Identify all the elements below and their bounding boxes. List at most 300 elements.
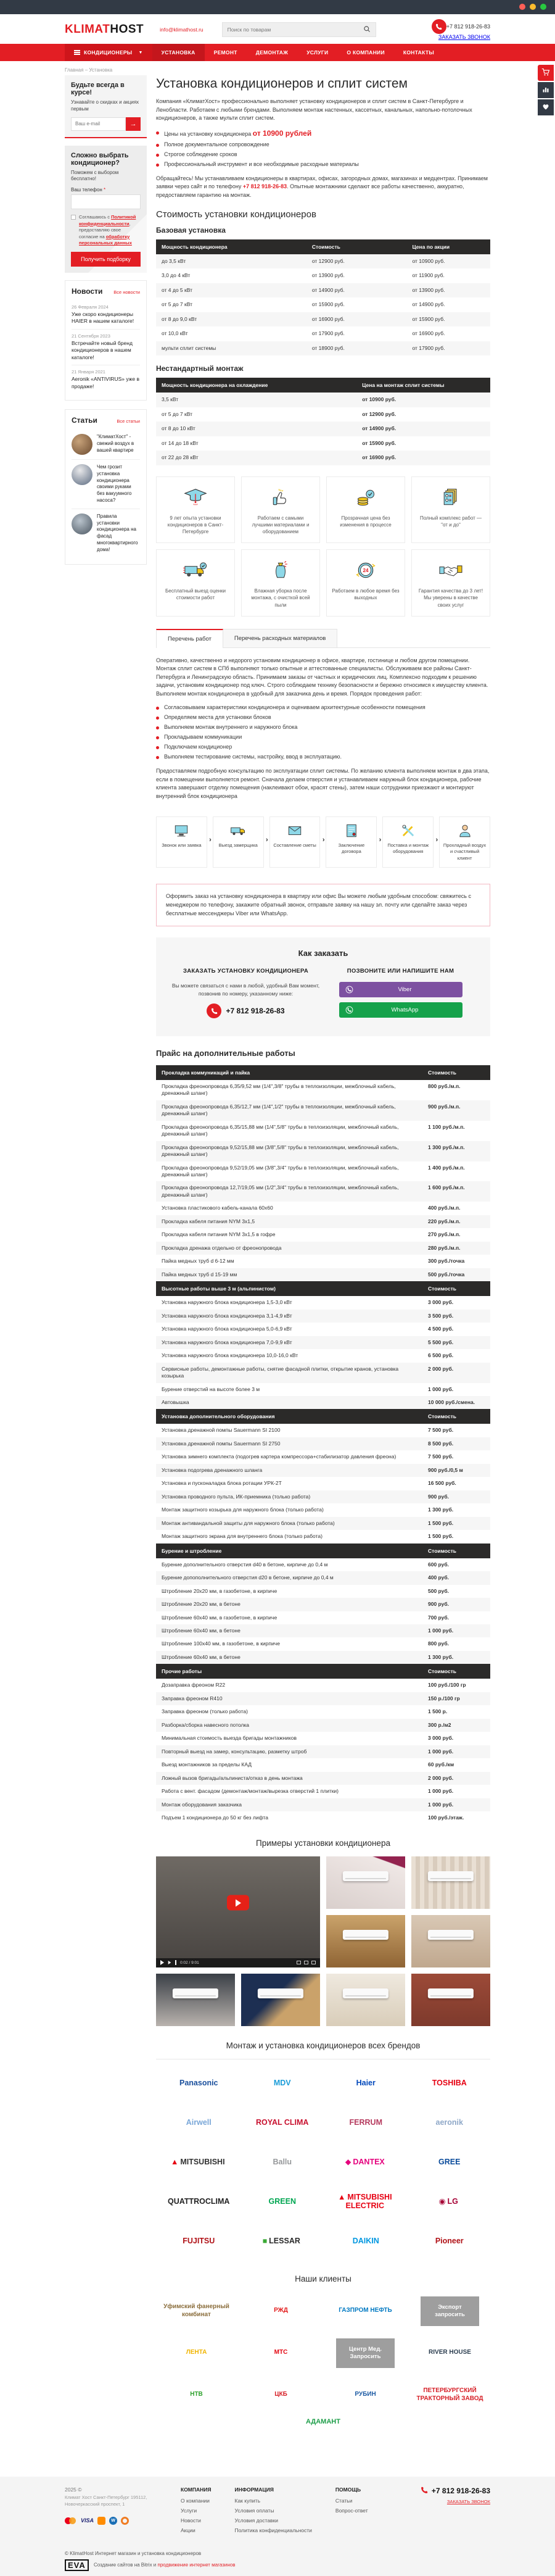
ac-unit-image bbox=[343, 1871, 388, 1881]
traffic-light-icon[interactable] bbox=[530, 4, 536, 10]
feature-card bbox=[411, 549, 490, 617]
work-bullet: Выполняем тестирование системы, настройку, ввод в эксплуатацию. bbox=[156, 754, 490, 760]
sidebar bbox=[65, 75, 147, 573]
basic-install-table: Мощность кондиционера Стоимость Цена по акции до 3,5 кВт от 12900 руб. от 10900 руб. 3,0 до 4 кВт от 13900 руб. от 11900 руб. от 4 до 5 кВт от 14900 руб. от 13900 руб. от 5 до 7 кВт от 15900 руб. от 14900 руб. от 8 до 9,0 кВт от 16900 руб. от 15900 руб. от 10,0 кВт от 17900 руб. от 16900 руб. мульти сплит системы от 18900 руб. от 17900 руб. bbox=[156, 239, 490, 355]
client-logo: ПЕТЕРБУРГСКИЙ ТРАКТОРНЫЙ ЗАВОД bbox=[416, 2387, 483, 2402]
footer-copyright-year: 2025 © bbox=[65, 2487, 82, 2493]
table-row: от 5 до 7 кВт от 12900 руб. bbox=[162, 410, 397, 417]
ac-unit-image bbox=[343, 1930, 388, 1940]
price-row: Монтаж оборудования заказчика 1 000 руб. bbox=[156, 1798, 490, 1811]
footer-column bbox=[181, 2487, 212, 2537]
client-logo: РУБИН bbox=[355, 2391, 376, 2398]
footer-link[interactable]: Политика конфиденциальности bbox=[234, 2527, 312, 2533]
footer-credits: Создание сайтов на Bitrix и bbox=[94, 2562, 158, 2568]
video-volume-icon[interactable] bbox=[175, 1960, 176, 1965]
table-row: мульти сплит системы от 18900 руб. от 17900 руб. bbox=[156, 341, 490, 355]
tab-paragraph-2: Предоставляем подробную консультацию по эксплуатации сплит системы. По желанию клиента выполняем монтаж в два этапа, если в помещении выполняется ремонт. Сначала делаем отверстия и устанавливаем наружный блок кондиционера, рабочие клиента завершают отделку помещения (наклеивают обои, красят стены), затем наши сотрудники приезжают и монтируют внутренний блок кондиционера bbox=[156, 768, 490, 799]
subscribe-subtitle: Узнавайте о скидках и акциях первым bbox=[71, 99, 139, 112]
client-logo: АДАМАНТ bbox=[306, 2417, 340, 2425]
price-row: Выезд монтажников за пределы КАД 60 руб./км bbox=[162, 1761, 454, 1768]
price-section-cost-label: Стоимость bbox=[428, 1668, 456, 1675]
price-row: Пайка медных труб d 15-19 мм 500 руб./точка bbox=[156, 1268, 490, 1281]
video-next-icon[interactable] bbox=[168, 1961, 171, 1964]
callback-link[interactable]: ЗАКАЗАТЬ ЗВОНОК bbox=[438, 34, 490, 40]
price-row: Сервисные работы, демонтажные работы, снятие фасадной плитки, открытие кранов, установка козырька 2 000 руб. bbox=[156, 1363, 490, 1383]
nav-item[interactable]: КОНТАКТЫ bbox=[403, 49, 434, 56]
price-row: Заправка фреоном R410 150 р./100 гр bbox=[156, 1692, 490, 1705]
viber-icon bbox=[339, 986, 360, 994]
order-phone[interactable]: +7 812 918-26-83 bbox=[207, 1003, 284, 1018]
feature-text: Прозрачная цена без изменения в процессе bbox=[340, 515, 392, 528]
news-title: Новости bbox=[72, 286, 103, 296]
client-logo: НТВ bbox=[190, 2391, 203, 2398]
developer-logo[interactable]: EVA bbox=[65, 2559, 89, 2571]
article-text: "КлиматХост" - свежий воздух в вашей квартире bbox=[97, 433, 134, 453]
price-row: Бурение допополнительного отверстия d20 в бетоне, кирпиче до 0,4 м 400 руб. bbox=[156, 1571, 490, 1584]
nonstandard-install-table: Мощность кондиционера на охлаждение Цена на монтаж сплит системы 3,5 кВт от 10900 руб. от 5 до 7 кВт от 12900 руб. от 8 до 10 кВт от 14900 руб. от 14 до 18 кВт от 15900 руб. от 22 до 28 кВт от 16900 руб. bbox=[156, 378, 490, 465]
price-row: Установка наружного блока кондиционера 1,5-3,0 кВт 3 000 руб. bbox=[162, 1299, 454, 1306]
pricing-section-title: Стоимость установки кондиционеров bbox=[156, 209, 316, 220]
articles-title: Статьи bbox=[72, 415, 97, 425]
price-row: Установка пластикового кабель-канала 60х60 400 руб./м.п. bbox=[162, 1205, 461, 1211]
clients-title: Наши клиенты bbox=[295, 2274, 352, 2283]
extra-price-table bbox=[156, 1065, 490, 1825]
article-item[interactable] bbox=[72, 509, 140, 558]
how-to-order bbox=[156, 937, 490, 1036]
order-note: Оформить заказ на установку кондиционера в квартиру или офис Вы можете любым удобным способом: свяжитесь с менеджером по телефону, закажите обратный звонок, отправьте заявку на нашу эл. почту или сделайте заказ через бесплатные мессенджеры Viber или WhatsApp. bbox=[156, 884, 490, 926]
feature-icon bbox=[332, 484, 400, 510]
payment-icon bbox=[121, 2517, 129, 2525]
work-bullet: Согласовываем характеристики кондиционера и оцениваем архитектурные особенности помещения bbox=[156, 704, 490, 710]
price-row: Установка дренажной помпы Sauermann SI 2750 8 500 руб. bbox=[156, 1437, 490, 1450]
viber-button[interactable]: Viber bbox=[339, 982, 462, 997]
price-row: Прокладка фреонопровода 6,35/15,88 мм (1/4",5/8" трубы в теплоизоляции, межблочный кабель, дренажный шланг) 1 100 руб./м.п. bbox=[162, 1123, 465, 1137]
price-row: Установка зимнего комплекта (подогрев картера компрессора+стабилизатор давления фреона) 7 500 руб. bbox=[162, 1453, 454, 1460]
brand-logo: aeronik bbox=[435, 2117, 463, 2127]
price-row: Прокладка фреонопровода 9,52/15,88 мм (3/8",5/8" трубы в теплоизоляции, межблочный кабель, дренажный шланг) 1 300 руб./м.п. bbox=[156, 1141, 490, 1161]
brand-logo: GREEN bbox=[268, 2196, 296, 2206]
order-steps bbox=[156, 816, 490, 867]
client-logo: Центр Мед. Запросить bbox=[336, 2338, 395, 2368]
breadcrumb: Главная – Установка bbox=[65, 67, 113, 73]
feature-icon bbox=[247, 557, 314, 583]
tab-content bbox=[156, 648, 490, 811]
step-label: Звонок или заявка bbox=[162, 842, 202, 849]
all-news-link[interactable]: Все новости bbox=[113, 289, 140, 295]
nav-items bbox=[152, 44, 443, 61]
promotion-link[interactable]: продвижение интернет магазинов bbox=[157, 2562, 236, 2568]
brand-logo: ROYAL CLIMA bbox=[256, 2117, 309, 2127]
article-item[interactable] bbox=[72, 460, 140, 509]
price-row: Минимальная стоимость выезда бригады монтажников 3 000 руб. bbox=[162, 1735, 454, 1742]
order-step bbox=[439, 816, 490, 867]
favorites-button[interactable] bbox=[538, 99, 554, 115]
nav-item[interactable]: УСТАНОВКА bbox=[152, 44, 205, 61]
header-email-link[interactable]: info@klimathost.ru bbox=[160, 27, 204, 33]
search-input[interactable] bbox=[228, 27, 363, 33]
phone-icon bbox=[432, 19, 446, 34]
price-row: Установка наружного блока кондиционера 3,1-4,9 кВт 3 500 руб. bbox=[156, 1310, 490, 1323]
traffic-light-icon[interactable] bbox=[540, 4, 546, 10]
price-section-title: Установка дополнительного оборудования bbox=[162, 1413, 275, 1420]
footer-link[interactable]: Условия доставки bbox=[234, 2517, 279, 2524]
privacy-policy-link[interactable]: Политикой конфиденциальности bbox=[79, 214, 136, 226]
video-settings-icon[interactable] bbox=[297, 1961, 301, 1964]
price-row: Штробление 20х20 мм, в газобетоне, в кирпиче 500 руб. bbox=[162, 1587, 449, 1594]
table-row: от 22 до 28 кВт от 16900 руб. bbox=[156, 451, 490, 465]
price-row: Ложный вызов бригады/альпиниста/отказ в день монтажа 2 000 руб. bbox=[156, 1772, 490, 1785]
compare-icon bbox=[542, 86, 549, 94]
price-row: Установка подогрева дренажного шланга 900 руб./0,5 м bbox=[156, 1464, 490, 1477]
article-text: Правила установки кондиционера на фасад многоквартирного дома! bbox=[97, 513, 138, 552]
price-row: Разборка/сборка навесного потолка 300 р./м2 bbox=[156, 1719, 490, 1732]
price-section bbox=[156, 1664, 490, 1824]
price-section-title: Бурение и штробление bbox=[162, 1547, 222, 1554]
step-label: Поставка и монтаж оборудования bbox=[387, 842, 429, 855]
browser-chrome bbox=[0, 0, 555, 14]
video-pip-icon[interactable] bbox=[304, 1961, 308, 1964]
price-row: Штробление 60х40 мм, в бетоне 1 000 руб. bbox=[156, 1624, 490, 1637]
price-row: Заправка фреоном (только работа) 1 500 р. bbox=[162, 1708, 448, 1715]
brand-logo: GREE bbox=[438, 2157, 461, 2166]
footer-callback-link[interactable]: ЗАКАЗАТЬ ЗВОНОК bbox=[446, 2499, 490, 2504]
footer-link[interactable]: Условия оплаты bbox=[234, 2507, 274, 2514]
payment-icon: VISA bbox=[81, 2517, 94, 2524]
hamburger-icon bbox=[74, 49, 80, 56]
client-logo: ЦКБ bbox=[274, 2391, 287, 2398]
feature-cards bbox=[156, 476, 490, 617]
table-row: от 8 до 10 кВт от 14900 руб. bbox=[156, 422, 490, 436]
footer-link[interactable]: Как купить bbox=[234, 2498, 260, 2504]
order-step bbox=[213, 816, 264, 867]
feature-text: 9 лет опыта установки кондиционеров в Санкт-Петербурге bbox=[167, 515, 224, 534]
main-nav bbox=[0, 44, 555, 61]
gallery-photo[interactable] bbox=[411, 1974, 490, 2026]
cart-icon bbox=[541, 68, 550, 78]
price-section-cost-label: Стоимость bbox=[428, 1069, 456, 1076]
client-logo: RIVER HOUSE bbox=[429, 2349, 471, 2356]
order-step bbox=[382, 816, 434, 867]
ac-unit-image bbox=[428, 1930, 474, 1940]
play-button-icon[interactable] bbox=[227, 1895, 249, 1911]
news-text: Встречайте новый бренд кондиционеров в нашем каталоге! bbox=[72, 339, 133, 360]
video-fullscreen-icon[interactable] bbox=[311, 1961, 316, 1964]
page-title: Установка кондиционеров и сплит систем bbox=[156, 77, 408, 91]
footer-link[interactable]: Статьи bbox=[335, 2498, 353, 2504]
gallery-photo[interactable] bbox=[241, 1974, 320, 2026]
tab-materials-list[interactable]: Перечень расходных материалов bbox=[223, 629, 337, 647]
client-logos bbox=[156, 2292, 490, 2414]
gallery-photo[interactable] bbox=[326, 1915, 405, 1967]
work-bullet: Прокладываем коммуникации bbox=[156, 734, 490, 740]
price-row: Монтаж защитного козырька для наружного блока (только работа) 1 300 руб. bbox=[162, 1506, 454, 1513]
floating-actions bbox=[538, 65, 554, 117]
price-row: Монтаж антивандальной защиты для наружного блока (только работа) 1 500 руб. bbox=[156, 1517, 490, 1530]
subscribe-button[interactable]: → bbox=[126, 117, 141, 131]
price-row: Подъем 1 кондиционера до 50 кг без лифта 100 руб./этаж. bbox=[162, 1814, 464, 1821]
consent-text: Соглашаюсь с Политикой конфиденциальности, предоставляю свое согласие на обработку персональных данных bbox=[79, 214, 136, 246]
gallery-video[interactable] bbox=[156, 1856, 320, 1967]
footer-link[interactable]: Услуги bbox=[181, 2507, 197, 2514]
price-row: Прокладка фреонопровода 6,35/9,52 мм (1/4",3/8" трубы в теплоизоляции, межблочный кабель, дренажный шланг) 800 руб./м.п. bbox=[162, 1082, 461, 1097]
feature-text: Полный комплекс работ — "от и до" bbox=[420, 515, 482, 528]
traffic-light-icon[interactable] bbox=[519, 4, 525, 10]
price-section-cost-label: Стоимость bbox=[428, 1286, 456, 1292]
breadcrumb-home[interactable]: Главная bbox=[65, 67, 84, 73]
brands-title: Монтаж и установка кондиционеров всех брендов bbox=[226, 2040, 421, 2050]
work-bullet: Выполняем монтаж внутреннего и наружного блока bbox=[156, 724, 490, 730]
feature-icon bbox=[332, 557, 400, 583]
extra-price-title: Прайс на дополнительные работы bbox=[156, 1048, 295, 1058]
personal-data-link[interactable]: обработку персональных данных bbox=[79, 233, 132, 246]
step-icon bbox=[442, 822, 487, 839]
nav-item[interactable]: ДЕМОНТАЖ bbox=[255, 49, 289, 56]
ac-unit-image bbox=[173, 1988, 218, 1998]
breadcrumb-current: Установка bbox=[89, 67, 113, 73]
price-section-title: Прочие работы bbox=[162, 1668, 202, 1675]
price-row: Работа с вент. фасадом (демонтаж/монтаж/вырезка отверстий 1 плитки) 1 000 руб. bbox=[162, 1788, 454, 1795]
gallery-photo[interactable] bbox=[156, 1974, 235, 2026]
step-label: Прохладный воздух и счастливый клиент bbox=[443, 842, 487, 861]
ac-unit-image bbox=[428, 1871, 474, 1881]
article-thumbnail bbox=[72, 513, 92, 534]
payment-icon bbox=[97, 2517, 105, 2525]
price-section-cost-label: Стоимость bbox=[428, 1547, 456, 1554]
subscribe-box bbox=[65, 75, 147, 138]
price-row: Прокладка кабеля питания NYM 3х1,5 в гофре 270 руб./м.п. bbox=[162, 1231, 461, 1238]
feature-icon bbox=[162, 484, 229, 510]
footer-link[interactable]: О компании bbox=[181, 2498, 210, 2504]
video-play-icon[interactable] bbox=[160, 1960, 164, 1965]
brand-logo: Pioneer bbox=[435, 2236, 464, 2245]
step-label: Составление сметы bbox=[273, 842, 316, 849]
search-icon[interactable] bbox=[363, 25, 371, 34]
client-logo: ГАЗПРОМ НЕФТЬ bbox=[339, 2307, 392, 2314]
svg-text:24: 24 bbox=[363, 568, 369, 574]
client-logo: Экспорт запросить bbox=[421, 2296, 479, 2326]
header bbox=[0, 14, 555, 44]
table-row: 3,5 кВт от 10900 руб. bbox=[156, 393, 490, 407]
table-row: от 10,0 кВт от 17900 руб. от 16900 руб. bbox=[162, 330, 445, 337]
price-row: Установка наружного блока кондиционера 5,0-6,9 кВт 4 500 руб. bbox=[162, 1326, 454, 1332]
intro-bullet: Полное документальное сопровождение bbox=[156, 141, 490, 147]
ac-unit-image bbox=[343, 1988, 388, 1998]
order-step bbox=[269, 816, 321, 867]
basic-install-title: Базовая установка bbox=[156, 226, 226, 235]
table-row: от 8 до 9,0 кВт от 16900 руб. от 15900 руб. bbox=[156, 312, 490, 326]
price-row: Прокладка фреонопровода 6,35/12,7 мм (1/4",1/2" трубы в теплоизоляции, межблочный кабель, дренажный шланг) 900 руб./м.п. bbox=[156, 1100, 490, 1121]
feature-icon bbox=[247, 484, 314, 510]
how-to-order-title: Как заказать bbox=[298, 948, 348, 958]
all-articles-link[interactable]: Все статьи bbox=[117, 418, 140, 424]
price-row: Автовышка 10 000 руб./смена. bbox=[156, 1396, 490, 1409]
feature-card bbox=[156, 549, 235, 617]
price-row: Прокладка дренажа отдельно от фреонопровода 280 руб./м.п. bbox=[156, 1242, 490, 1255]
feature-card bbox=[326, 549, 405, 617]
nonstandard-install-title: Нестандартный монтаж bbox=[156, 364, 244, 373]
brand-logo: ■ LESSAR bbox=[262, 2236, 300, 2245]
step-label: Выезд замерщика bbox=[218, 842, 258, 849]
main-content bbox=[156, 75, 490, 2438]
footer-column-title: КОМПАНИЯ bbox=[181, 2487, 212, 2493]
gallery-title: Примеры установки кондиционера bbox=[256, 1838, 390, 1848]
phone-icon bbox=[207, 1003, 221, 1018]
nav-item[interactable]: О КОМПАНИИ bbox=[347, 49, 385, 56]
footer-link[interactable]: Акции bbox=[181, 2527, 195, 2533]
brand-logo: FUJITSU bbox=[183, 2236, 215, 2245]
price-row: Пайка медных труб d 6-12 мм 300 руб./точка bbox=[162, 1258, 465, 1265]
feature-text: Влажная уборка после монтажа, с очисткой всей пыли bbox=[251, 588, 310, 608]
brand-logos bbox=[156, 2063, 490, 2261]
client-logo: РЖД bbox=[274, 2307, 288, 2314]
inline-phone[interactable]: +7 812 918-26-83 bbox=[242, 183, 287, 189]
article-thumbnail bbox=[72, 434, 92, 455]
price-section bbox=[156, 1544, 490, 1664]
price-row: Прокладка кабеля питания NYM 3х1,5 220 руб./м.п. bbox=[156, 1215, 490, 1228]
email-field[interactable] bbox=[71, 117, 126, 131]
news-box bbox=[65, 280, 147, 401]
get-selection-button[interactable]: Получить подборку bbox=[71, 252, 141, 267]
whatsapp-icon bbox=[339, 1006, 360, 1014]
intro-bullets bbox=[156, 129, 490, 138]
search-box bbox=[222, 22, 376, 37]
tab-paragraph: Оперативно, качественно и недорого установим кондиционер в офисе, квартире, гостинице и любом другом помещении. Монтаж сплит систем в СПб выполняют только опытные и аттестованные специалисты. Обслуживаем все районы Санкт-Петербурга и Ленинградскую область. Принимаем заказы от частных и юридических лиц. Комплексно подходим к решению задачи, установим кондиционер под ключ. Строго соблюдаем технику безопасности и бережно относимся к имуществу клиента. Выполняем монтаж кондиционера в удобный для заказчика день и время. Порядок проведения работ: bbox=[156, 657, 488, 697]
news-date: 26 Февраля 2024 bbox=[72, 304, 109, 310]
feature-icon bbox=[162, 557, 229, 583]
consent-checkbox[interactable] bbox=[71, 215, 76, 220]
client-logo: Уфимский фанерный комбинат bbox=[163, 2303, 229, 2318]
traffic-lights[interactable] bbox=[515, 4, 546, 11]
news-item[interactable] bbox=[72, 301, 140, 330]
step-icon bbox=[385, 822, 430, 839]
order-step bbox=[326, 816, 377, 867]
price-section-cost-label: Стоимость bbox=[428, 1413, 456, 1420]
price-row: Установка дренажной помпы Sauermann SI 2100 7 500 руб. bbox=[162, 1427, 454, 1434]
brand-logo: Panasonic bbox=[179, 2078, 218, 2087]
price-row: Бурение дополнительного отверстия d40 в бетоне, кирпиче до 0,4 м 600 руб. bbox=[162, 1561, 449, 1568]
brand-logo: Airwell bbox=[186, 2117, 212, 2127]
step-label: Заключение договора bbox=[338, 842, 365, 855]
price-row: Установка проводного пульта, ИК-приемника (только работа) 900 руб. bbox=[156, 1490, 490, 1503]
feature-icon bbox=[417, 557, 485, 583]
brand-logo: QUATTROCLIMA bbox=[168, 2196, 230, 2206]
brand-logo: Haier bbox=[356, 2078, 376, 2087]
phone-field[interactable] bbox=[71, 194, 141, 209]
ac-unit-image bbox=[258, 1988, 303, 1998]
table-row: до 3,5 кВт от 12900 руб. от 10900 руб. bbox=[156, 254, 490, 268]
news-item[interactable] bbox=[72, 365, 140, 394]
feature-card bbox=[241, 476, 320, 544]
footer-column bbox=[335, 2487, 368, 2537]
footer-link[interactable]: Новости bbox=[181, 2517, 201, 2524]
intro-bullet: Строгое соблюдение сроков bbox=[156, 151, 490, 157]
phone-icon bbox=[421, 2487, 428, 2495]
work-bullet: Определяем места для установки блоков bbox=[156, 714, 490, 720]
phone-field-label: Ваш телефон * bbox=[71, 187, 106, 193]
intro-bullet: Профессиональный инструмент и все необходимые расходные материалы bbox=[156, 161, 490, 167]
article-item[interactable] bbox=[72, 430, 140, 460]
gallery-photo[interactable] bbox=[326, 1974, 405, 2026]
intro-paragraph: Компания «КлиматХост» профессионально выполняет установку кондиционеров и сплит систем в Санкт-Петербурге и Ленобласти. Работаем с любыми брендами. Выполняем монтаж настенных, кассетных, канальных, напольно-потолочных кондиционеров, а также мульти сплит систем. bbox=[156, 98, 472, 121]
whatsapp-button[interactable]: WhatsApp bbox=[339, 1002, 462, 1018]
header-phone[interactable]: +7 812 918-26-83 bbox=[446, 23, 490, 30]
client-logo: ЛЕНТА bbox=[186, 2349, 207, 2356]
order-right-heading: ПОЗВОНИТЕ ИЛИ НАПИШИТЕ НАМ bbox=[347, 967, 454, 974]
brand-logo: ▲ MITSUBISHI bbox=[170, 2157, 225, 2166]
price-row: Бурение отверстий на высоте более 3 м 1 000 руб. bbox=[162, 1386, 454, 1392]
logo[interactable]: KLIMATHOST bbox=[65, 23, 144, 36]
order-step bbox=[156, 816, 207, 867]
feature-text: Бесплатный выезд оценки стоимости работ bbox=[165, 588, 226, 601]
feature-card bbox=[156, 476, 235, 544]
help-form-box bbox=[65, 146, 147, 273]
news-text: Уже скоро кондиционеры HAIER в нашем каталоге! bbox=[72, 310, 134, 325]
price-section bbox=[156, 1065, 490, 1281]
cart-button[interactable] bbox=[538, 65, 554, 81]
video-controls[interactable] bbox=[156, 1958, 320, 1967]
gallery-photo[interactable] bbox=[411, 1856, 490, 1909]
table-row: от 14 до 18 кВт от 15900 руб. bbox=[162, 439, 397, 446]
nav-item-catalog[interactable]: КОНДИЦИОНЕРЫ ▼ bbox=[65, 44, 152, 61]
table-row: от 5 до 7 кВт от 15900 руб. от 14900 руб. bbox=[162, 301, 445, 308]
compare-button[interactable] bbox=[538, 82, 554, 98]
heart-icon bbox=[542, 103, 549, 112]
feature-card bbox=[241, 549, 320, 617]
news-item[interactable] bbox=[72, 330, 140, 365]
articles-box bbox=[65, 409, 147, 565]
footer-address: Климат Хост Санкт-Петербург 195112, Новочеркасский проспект, 1 bbox=[65, 2495, 147, 2507]
help-form-subtitle: Поможем с выбором бесплатно! bbox=[71, 169, 119, 182]
chevron-down-icon: ▼ bbox=[138, 50, 143, 55]
footer-phone[interactable]: +7 812 918-26-83 bbox=[431, 2487, 490, 2495]
brand-logo: FERRUM bbox=[349, 2117, 382, 2127]
price-row: Установка наружного блока кондиционера 7,0-9,9 кВт 5 500 руб. bbox=[156, 1336, 490, 1349]
price-section-title: Высотные работы выше 3 м (альпинистом) bbox=[162, 1286, 276, 1292]
price-row: Установка наружного блока кондиционера 10,0-16,0 кВт 6 500 руб. bbox=[162, 1352, 454, 1359]
intro-paragraph-2: Обращайтесь! Мы устанавливаем кондиционеры в квартирах, офисах, загородных домах, магазинах и медцентрах. Принимаем заявки через сайт и по телефону +7 812 918-26-83. Опытные монтажники сделают все работы качественно, аккуратно, предоставляем гарантию на монтаж. bbox=[156, 175, 488, 198]
step-icon bbox=[159, 822, 204, 839]
payment-icon: W bbox=[109, 2517, 117, 2525]
feature-text: Работаем в любое время без выходных bbox=[332, 588, 400, 601]
brand-logo: MDV bbox=[273, 2078, 291, 2087]
tab-work-list[interactable]: Перечень работ bbox=[156, 629, 223, 648]
price-row: Штробление 60х40 мм, в бетоне 1 300 руб. bbox=[156, 1651, 490, 1664]
tab-bar bbox=[156, 629, 490, 648]
gallery-photo[interactable] bbox=[326, 1856, 405, 1909]
installation-gallery bbox=[156, 1856, 490, 2026]
nav-item[interactable]: РЕМОНТ bbox=[213, 49, 237, 56]
price-section bbox=[156, 1409, 490, 1543]
footer-column bbox=[235, 2487, 312, 2537]
brand-logo: DAIKIN bbox=[352, 2236, 379, 2245]
payment-icon bbox=[65, 2517, 77, 2525]
feature-card bbox=[326, 476, 405, 544]
nav-item[interactable]: УСЛУГИ bbox=[306, 49, 329, 56]
gallery-photo[interactable] bbox=[411, 1915, 490, 1967]
subscribe-title: Будьте всегда в курсе! bbox=[71, 81, 125, 96]
feature-text: Работаем с самыми лучшими материалами и оборудованием bbox=[252, 515, 310, 534]
brand-logo: Ballu bbox=[273, 2157, 292, 2166]
footer-column-title: ПОМОЩЬ bbox=[335, 2487, 361, 2493]
help-form-title: Сложно выбрать кондиционер? bbox=[71, 151, 129, 167]
footer-link[interactable]: Вопрос-ответ bbox=[335, 2507, 368, 2514]
client-logo: МТС bbox=[274, 2349, 288, 2356]
price-row: Прокладка фреонопровода 9,52/19,05 мм (3/8",3/4" трубы в теплоизоляции, межблочный кабель, дренажный шланг) 1 400 руб./м.п. bbox=[162, 1164, 465, 1178]
video-time: 0:02 / 9:01 bbox=[180, 1960, 199, 1965]
order-left-text: Вы можете связаться с нами в любой, удобный Вам момент, позвонив по номеру, указанному ниже: bbox=[171, 982, 320, 997]
price-row: Дозаправка фреоном R22 100 руб./100 гр bbox=[162, 1682, 466, 1689]
brand-logo: ◉ LG bbox=[438, 2197, 458, 2206]
